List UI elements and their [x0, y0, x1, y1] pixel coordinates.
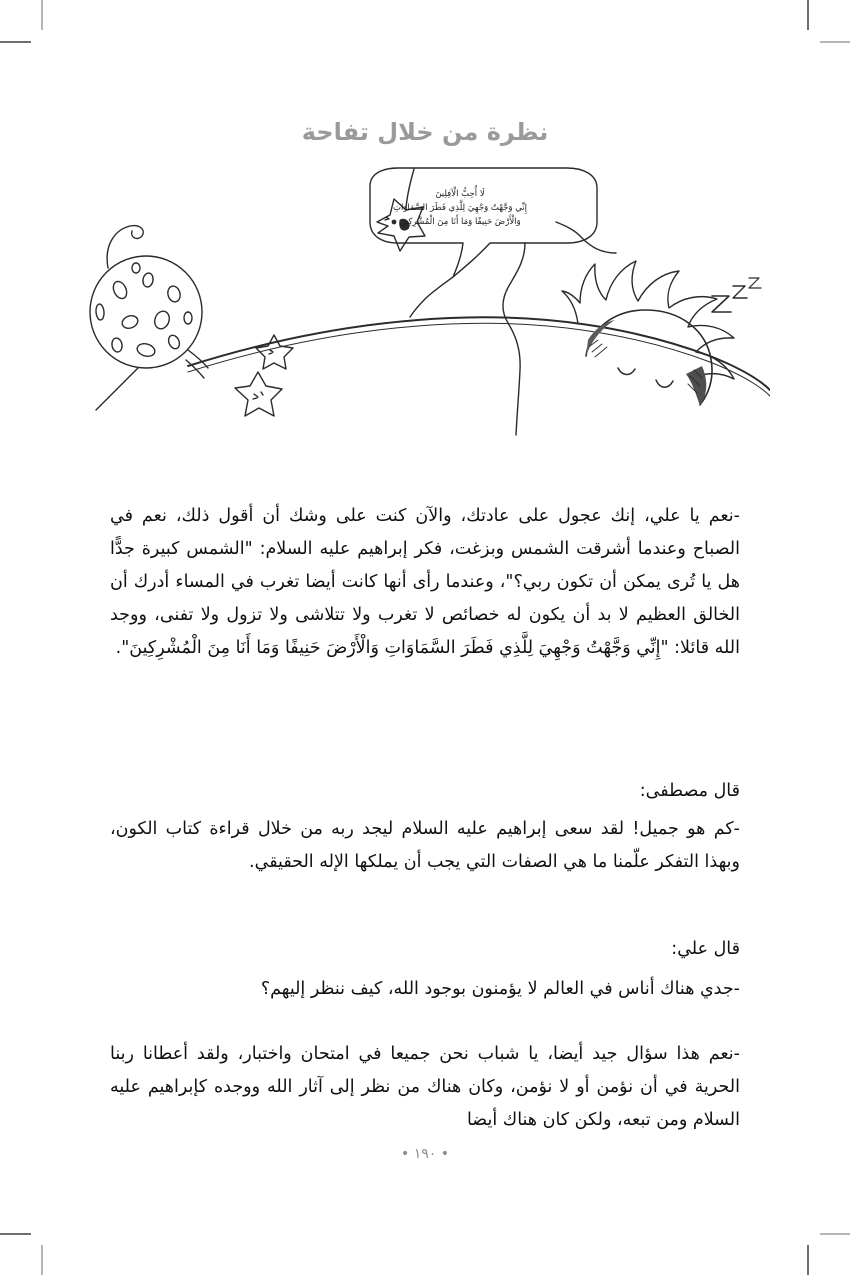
chapter-title: نظرة من خلال تفاحة — [301, 118, 549, 146]
moon-curl — [107, 226, 143, 268]
speech-bubble-text — [340, 188, 580, 229]
page-number: • ١٩٠ • — [401, 1146, 449, 1162]
illustration-moon-sun-stars — [70, 160, 770, 480]
crop-mark-bottom-right-vertical — [807, 1245, 809, 1275]
speech-bubble-line-2: إِنِّي وَجَّهْتُ وَجْهِيَ لِلَّذِي فَطَرَ السَّمَاوَاتِ — [392, 202, 528, 213]
crop-mark-top-right-vertical — [807, 0, 809, 30]
sun-eye-right — [656, 380, 673, 387]
horizon-curve — [188, 317, 770, 390]
crop-mark-bottom-left-vertical — [41, 1245, 43, 1275]
bubble-tail-to-sun — [503, 243, 525, 435]
horizon-curve-shadow — [188, 323, 770, 396]
bubble-tail-left — [410, 277, 453, 317]
crop-mark-bottom-right-horizontal — [820, 1233, 850, 1235]
paragraph-grandfather-answer: -نعم هذا سؤال جيد أيضا، يا شباب نحن جميعا في امتحان واختبار، ولقد أعطانا ربنا الحرية في أن نؤمن أو لا نؤمن، وكان هناك من نظر إلى آثار الله ووجده كإبراهيم عليه السلام ومن تبعه، ولكن كان هناك أيضا — [110, 1043, 740, 1130]
sleep-zzz-icon — [712, 278, 761, 312]
speaker-label-mustafa: قال مصطفى: — [639, 780, 740, 801]
sun-sleeping-icon — [562, 261, 734, 406]
speech-bubble-line-1: لَا أُحِبُّ الْآفِلِينَ — [435, 189, 485, 199]
moon-icon — [90, 226, 208, 410]
crop-mark-top-right-horizontal — [820, 41, 850, 43]
crop-mark-top-left-vertical — [41, 0, 43, 30]
speaker-label-ali: قال علي: — [671, 938, 740, 959]
crop-mark-bottom-left-horizontal — [0, 1233, 31, 1235]
crop-mark-top-left-horizontal — [0, 41, 31, 43]
paragraph-mustafa: -كم هو جميل! لقد سعى إبراهيم عليه السلام ليجد ربه من خلال قراءة كتاب الكون، وبهذا التفكر علّمنا ما هي الصفات التي يجب أن يملكها الإله الحقيقي. — [110, 818, 740, 872]
paragraph-ali-question: -جدي هناك أناس في العالم لا يؤمنون بوجود الله، كيف ننظر إليهم؟ — [260, 978, 740, 999]
paragraph-grandfather-first: -نعم يا علي، إنك عجول على عادتك، والآن كنت على وشك أن أقول ذلك، نعم في الصباح وعندما أشرقت الشمس وبزغت، فكر إبراهيم عليه السلام: "الشمس كبيرة جدًّا هل يا تُرى يمكن أن تكون ربي؟"، وعندما رأى أنها كانت أيضا تغرب في المساء أدرك أن الخالق العظيم لا بد أن يكون له خصائص لا تغرب ولا تتلاشى ولا تزول ولا تفنى، ووجد الله قائلا: "إِنِّي وَجَّهْتُ وَجْهِيَ لِلَّذِي فَطَرَ السَّمَاوَاتِ وَالْأَرْضَ حَنِيفًا وَمَا أَنَا مِنَ الْمُشْرِكِينَ". — [110, 505, 740, 658]
sun-eye-left — [618, 368, 635, 375]
page-content — [110, 0, 740, 1275]
speech-bubble-line-3: وَالْأَرْضَ حَنِيفًا وَمَا أَنَا مِنَ الْمُشْرِكِينَ — [399, 216, 521, 227]
moon-pointer-line — [96, 368, 138, 410]
star-lower-icon — [235, 372, 282, 416]
